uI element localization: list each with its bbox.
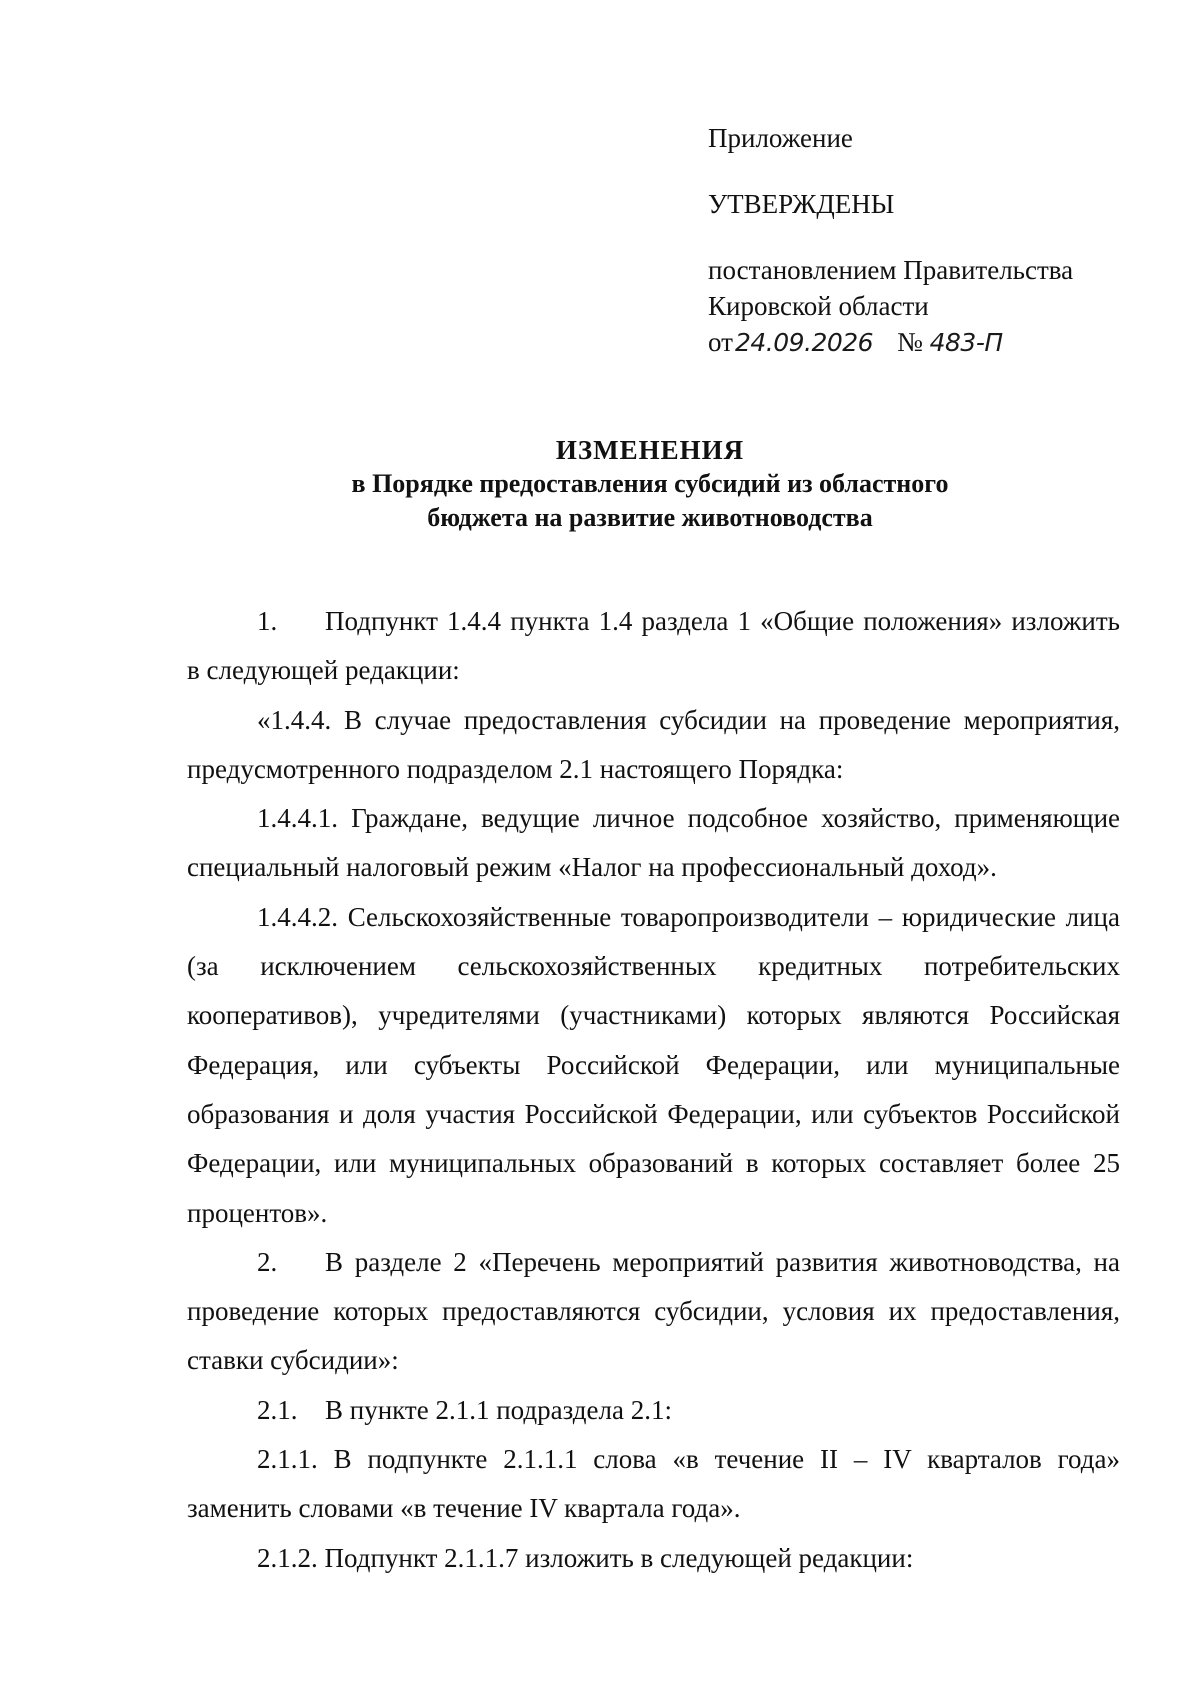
title-main: ИЗМЕНЕНИЯ	[555, 435, 745, 465]
document-body	[187, 597, 1120, 1583]
appendix-label: Приложение	[708, 123, 853, 153]
paragraph-8: 2.1.2. Подпункт 2.1.1.7 изложить в следующей редакции:	[257, 1542, 914, 1573]
paragraph-5-number: 2.	[257, 1246, 278, 1277]
handwritten-date: 24.09.2026	[734, 328, 874, 357]
resolution-line-2: Кировской области	[708, 291, 929, 321]
paragraph-5-text: В разделе 2 «Перечень мероприятий развития животноводства, на проведение которых предоставляются субсидии, условия их предоставления, ставки субсидии»:	[187, 1246, 1120, 1376]
paragraph-1-text: Подпункт 1.4.4 пункта 1.4 раздела 1 «Общие положения» изложить в следующей редакции:	[187, 606, 1120, 686]
paragraph-4: 1.4.4.2. Сельскохозяйственные товаропроизводители – юридические лица (за исключением сельскохозяйственных кредитных потребительских кооперативов), учредителями (участниками) которых являются Российская Федерация, или субъекты Российской Федерации, или муниципальные образования и доля участия Российской Федерации, или субъектов Российской Федерации, или муниципальных образований в которых составляет более 25 процентов».	[187, 901, 1120, 1228]
approval-block	[708, 120, 1148, 361]
resolution-line-1: постановлением Правительства	[708, 255, 1074, 285]
paragraph-1-number: 1.	[257, 606, 278, 636]
paragraph-6	[187, 1386, 1120, 1435]
paragraph-2: «1.4.4. В случае предоставления субсидии на проведение мероприятия, предусмотренного подразделом 2.1 настоящего Порядка:	[187, 704, 1120, 784]
paragraph-3: 1.4.4.1. Граждане, ведущие личное подсобное хозяйство, применяющие специальный налоговый режим «Налог на профессиональный доход».	[187, 803, 1120, 883]
title-line-2: в Порядке предоставления субсидий из областного	[351, 469, 949, 498]
approved-label: УТВЕРЖДЕНЫ	[708, 189, 895, 219]
document-title	[180, 433, 1120, 535]
paragraph-6-number: 2.1.	[257, 1394, 298, 1425]
paragraph-1	[187, 597, 1120, 696]
number-prefix: №	[897, 327, 923, 357]
paragraph-7: 2.1.1. В подпункте 2.1.1.1 слова «в течение II – IV кварталов года» заменить словами «в течение IV квартала года».	[187, 1444, 1120, 1524]
title-line-3: бюджета на развитие животноводства	[427, 503, 873, 532]
date-number-line	[708, 324, 1148, 361]
paragraph-5	[187, 1238, 1120, 1386]
paragraph-6-text: В пункте 2.1.1 подраздела 2.1:	[325, 1394, 672, 1425]
handwritten-number: 483-П	[929, 328, 1003, 357]
date-prefix: от	[708, 327, 733, 357]
